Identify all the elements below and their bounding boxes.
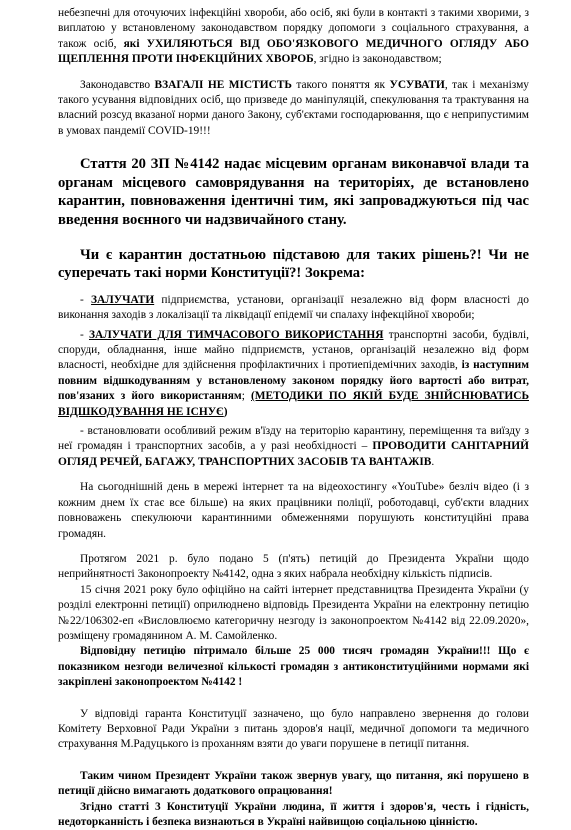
paragraph-petition-support: Відповідну петицію пітримало більше 25 000 тисяч громадян України!!! Що є показником незгоди величезної кількості громадян з антиконституційними нормами які закріплені законопроектом №4142 ! (58, 645, 529, 689)
emphasis-remove: УСУВАТИ (389, 78, 445, 91)
paragraph-infectious-diseases: небезпечні для оточуючих інфекційні хвороби, або осіб, які були в контакті з такими хворими, з виплатою у встановленому законодавством порядку допомоги з соціального страхування, а також осіб, які УХИЛЯЮТЬСЯ ВІД ОБО'ЯЗКОВОГО МЕДИЧНОГО ОГЛЯДУ АБО ЩЕПЛЕННЯ ПРОТИ ІНФЕКЦІЙНИХ ХВОРОБ, згідно із законодавством; (58, 7, 529, 66)
list-item-temporary-use: - ЗАЛУЧАТИ ДЛЯ ТИМЧАСОВОГО ВИКОРИСТАННЯ транспортні засоби, будівлі, споруди, обладнання, інше майно підприємств, установ, організацій незалежно від форм власності, необхідне для здійснення профілактичних і протиепідемічних заходів, із наступним повним відшкодуванням у встановленому законом порядку його вартості або витрат, пов'язаних з його використанням; (МЕТОДИКИ ПО ЯКІЙ БУДЕ ЗНІЙСНЮВАТИСЬ ВІДШКОДУВАННЯ НЕ ІСНУЄ) (58, 328, 529, 418)
heading-question: Чи є карантин достатньою підставою для таких рішень?! Чи не суперечать такі норми Конституції?! Зокрема: (58, 246, 529, 282)
paragraph-petitions: Протягом 2021 р. було подано 5 (п'ять) петицій до Президента України щодо неприйнятності Законопроекту №4142, одна з яких набрала необхідну кількість підписів. (58, 552, 529, 581)
emphasis-methodology: (МЕТОДИКИ ПО ЯКІЙ БУДЕ ЗНІЙСНЮВАТИСЬ ВІДШКОДУВАННЯ НЕ ІСНУЄ (58, 390, 529, 418)
heading-article-20: Стаття 20 ЗП №4142 надає місцевим органам виконавчої влади та органам місцевого самоврядування на територіях, де встановлено карантин, повноваження ідентичні тим, які запроваджуються під час введення воєнного чи надзвичайного стану. (58, 156, 529, 229)
paragraph-youtube-videos: На сьогоднішній день в мережі інтернет та на відеохостингу «YouTube» безліч відео (і з кожним днем їх стає все більше) на яких працівники поліції, роботодавці, суб'єкти владних повноважень спекулюючи карантинними обмеженнями порушують конституційні права громадян. (58, 481, 529, 540)
emphasis-compensation: із наступним повним відшкодуванням у встановленому законом порядку його вартості або витрат, пов'язаних з його використанням (58, 359, 529, 403)
emphasis-not-contain: ВЗАГАЛІ НЕ МІСТИСТЬ (154, 78, 292, 91)
paragraph-president-attention: Таким чином Президент України також звернув увагу, що питання, які порушено в петиції дійсно вимагають додаткового опрацювання! (58, 769, 529, 798)
paragraph-president-response: 15 січня 2021 року було офіційно на сайті інтернет представництва Президента України (у розділі електронні петиції) оприлюднено відповідь Президента України на електронну петицію №22/106302-еп «Висловлюємо категоричну незгоду із законопроектом №4142 від 22.09.2020», розміщену громадянином А. М. Самойленко. (58, 583, 529, 642)
list-item-special-regime: - встановлювати особливий режим в'їзду на територію карантину, переміщення та виїзду з неї громадян і транспортних засобів, а у разі необхідності – ПРОВОДИТИ САНІТАРНИЙ ОГЛЯД РЕЧЕЙ, БАГАЖУ, ТРАНСПОРТНИХ ЗАСОБІВ ТА ВАНТАЖІВ. (58, 425, 529, 468)
list-item-involve: - ЗАЛУЧАТИ підприємства, установи, організації незалежно від форм власності до виконання заходів з локалізації та ліквідації епідемії чи спалаху інфекційної хвороби; (58, 293, 529, 322)
paragraph-constitution-article-3: Згідно статті 3 Конституції України людина, її життя і здоров'я, честь і гідність, недоторканність і безпека визнаються в Україні найвищою соціальною цінністю. (58, 800, 529, 828)
emphasis-involve: ЗАЛУЧАТИ (91, 293, 155, 306)
emphasis-medical-exam: які УХИЛЯЮТЬСЯ ВІД ОБО'ЯЗКОВОГО МЕДИЧНОГО ОГЛЯДУ АБО ЩЕПЛЕННЯ ПРОТИ ІНФЕКЦІЙНИХ ХВОРОБ (58, 37, 529, 66)
paragraph-guarantor-answer: У відповіді гаранта Конституції зазначено, що було направлено звернення до голови Комітету Верховної Ради України з питань здоров'я нації, медичної допомоги та медичного страхування М.Радуцького із проханням взяти до уваги порушене в петиції питання. (58, 707, 529, 751)
emphasis-temporary-use: ЗАЛУЧАТИ ДЛЯ ТИМЧАСОВОГО ВИКОРИСТАННЯ (89, 328, 384, 341)
paragraph-legislation: Законодавство ВЗАГАЛІ НЕ МІСТИСТЬ такого поняття як УСУВАТИ, так і механізму такого усування відповідних осіб, що призведе до маніпуляцій, спекулювання та трактування на власний розсуд вказаної норми даного Закону, суб'єктами господарювання, що є неприпустимим в умовах пандемії COVID-19!!! (58, 78, 529, 137)
emphasis-inspection: ПРОВОДИТИ САНІТАРНИЙ ОГЛЯД РЕЧЕЙ, БАГАЖУ, ТРАНСПОРТНИХ ЗАСОБІВ ТА ВАНТАЖІВ (58, 440, 529, 468)
